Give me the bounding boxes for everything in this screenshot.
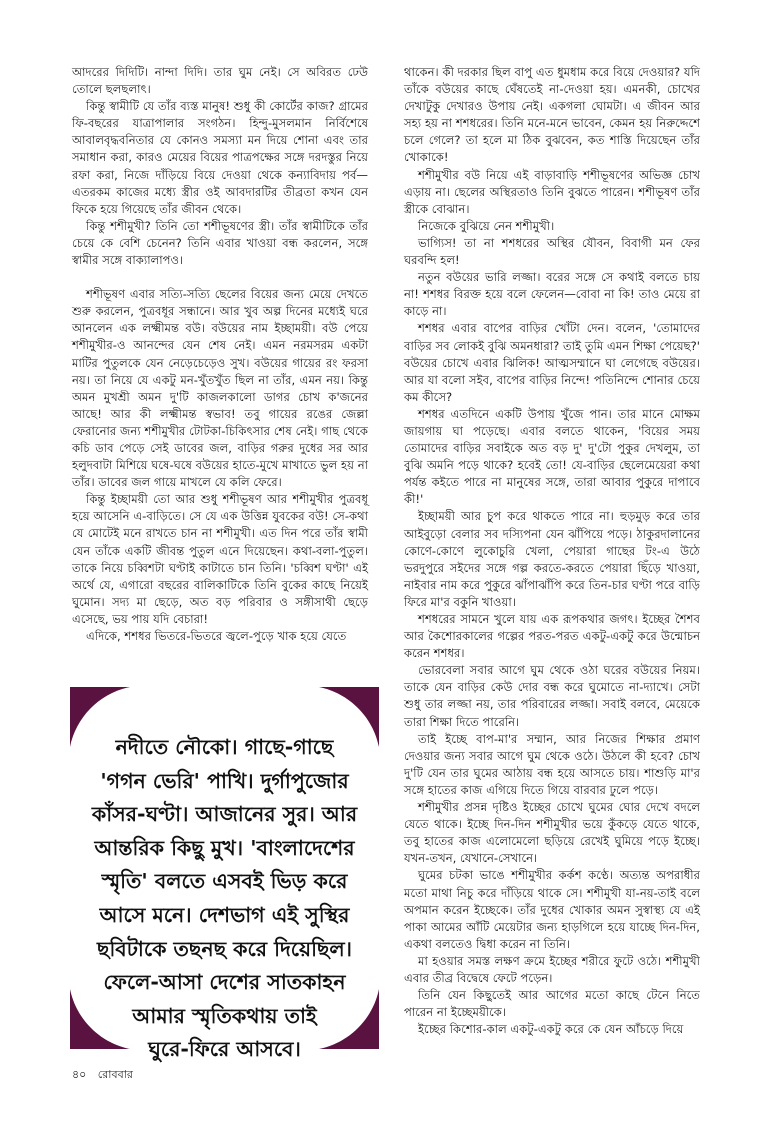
paragraph: শশীভূষণ এবার সত্যি-সত্যি ছেলের বিয়ের জন্য মেয়ে দেখতে শুরু করলেন, পুত্রবধূর সন্ধানে। আর খুব অল্প দিনের মধ্যেই ঘরে আনলেন এক লক্ষ্মীমন্ত বউ। বউয়ের নাম ইচ্ছাময়ী। বউ পেয়ে শশীমুখীর-ও আনন্দের যেন শেষ নেই। এমন নরমসরম একটা মাটির পুতুলকে যেন নেড়েচেড়েও সুখ। বউয়ের গায়ের রং ফরসা নয়। তা নিয়ে যে একটু মন-খুঁতখুঁত ছিল না তাঁর, এমন নয়। কিন্তু অমন মুখশ্রী অমন দু'টি কাজলকালো ডাগর চোখ ক'জনের আছে! আর কী লক্ষ্মীমন্ত স্বভাব! তবু গায়ের রঙের জেল্লা ফেরানোর জন্য শশীমুখীর টোটকা-চিকিৎসার শেষ নেই। গাছ থেকে কচি ডাব পেড়ে সেই ডাবের জল, বাড়ির গরুর দুধের সর আর হলুদবাটা মিশিয়ে ঘষে-ঘষে বউয়ের হাতে-মুখে মাখাতে ভুল হয় না তাঁর। ডাবের জল গায়ে মাখলে যে কলি ফেরে।	[72, 287, 368, 490]
page-footer	[72, 1066, 141, 1085]
pull-quote-line: 'গগন ভেরি' পাখি। দুর্গাপুজোর	[100, 768, 349, 793]
paragraph: তিনি যেন কিছুতেই আর আগের মতো কাছে টেনে নিতে পারেন না ইচ্ছেময়ীকে।	[404, 988, 700, 1020]
paragraph: ইচ্ছাময়ী আর চুপ করে থাকতে পারে না। হুড়মুড় করে তার আইবুড়ো বেলার সব দস্যিপনা যেন ঝাঁপিয়ে পড়ে। ঠাকুরদালানের কোণে-কোণে লুকোচুরি খেলা, পেয়ারা গাছের টং-এ উঠে ভরদুপুরে সইদের সঙ্গে গল্প করতে-করতে পেয়ারা ছিঁড়ে খাওয়া, নাইবার নাম করে পুকুরে ঝাঁপাঝাঁপি করে তিন-চার ঘণ্টা পরে বাড়ি ফিরে মা'র বকুনি খাওয়া।	[404, 509, 700, 609]
paragraph: ঘুমের চটকা ভাঙে শশীমুখীর কর্কশ কণ্ঠে। অত্যন্ত অপরাধীর মতো মাথা নিচু করে দাঁড়িয়ে থাকে সে। শশীমুখী যা-নয়-তাই বলে অপমান করেন ইচ্ছেকে। তাঁর দুধের খোকার অমন সুস্বাস্থ্য যে এই পাকা আমের আঁটি মেয়েটার জন্য হাড়গিলে হয়ে যাচ্ছে দিন-দিন, একথা বলতেও দ্বিধা করেন না তিনি।	[404, 868, 700, 951]
paragraph: শশীমুখীর প্রসন্ন দৃষ্টিও ইচ্ছের চোখে ঘুমের ঘোর দেখে বদলে যেতে থাকে। ইচ্ছে দিন-দিন শশীমুখীর ভয়ে কুঁকড়ে যেতে থাকে, তবু হাতের কাজ এলোমেলো ছড়িয়ে রেখেই ঘুমিয়ে পড়ে ইচ্ছে। যখন-তখন, যেখানে-সেখানে।	[404, 800, 700, 866]
paragraph: কিন্তু স্বামীটি যে তাঁর ব্যস্ত মানুষ! শুধু কী কোর্টের কাজ? গ্রামের ফি-বছরের যাত্রাপালার সংগঠন। হিন্দু-মুসলমান নির্বিশেষে আবালবৃদ্ধবনিতার যে কোনও সমস্যা মন দিয়ে শোনা এবং তার সমাধান করা, কারও মেয়ের বিয়ের পাত্রপক্ষের সঙ্গে দরদস্তুর নিয়ে রফা করা, নিজে দাঁড়িয়ে বিয়ে দেওয়া থেকে কন্যাবিদায় পর্ব—এতরকম কাজের মধ্যে স্ত্রীর ওই আবদারটির তীব্রতা কখন যেন ফিকে হয়ে গিয়েছে তাঁর জীবন থেকে।	[72, 99, 368, 216]
paragraph: থাকেন। কী দরকার ছিল বাপু এত ধুমধাম করে বিয়ে দেওয়ার? যদি তাঁকে বউয়ের কাছে ঘেঁষতেই না-দেওয়া হয়। এমনকী, চোখের দেখাটুকু দেখারও উপায় নেই। একগলা ঘোমটা। এ জীবন আর সহ্য হয় না শশধরের। তিনি মনে-মনে ভাবেন, কেমন হয় নিরুদ্দেশে চলে গেলে? তা হলে মা ঠিক বুঝবেন, কত শাস্তি দিয়েছেন তাঁর খোকাকে!	[404, 65, 700, 165]
pull-quote-line: নদীতে নৌকো। গাছে-গাছে	[115, 735, 334, 759]
pull-quote-line: ঘুরে-ফিরে আসবে।	[148, 1037, 301, 1062]
pull-quote-line: আসে মনে। দেশভাগ এই সুস্থির	[99, 902, 350, 927]
paragraph: কিন্তু শশীমুখী? তিনি তো শশীভূষণের স্ত্রী। তাঁর স্বামীটিকে তাঁর চেয়ে কে বেশি চেনেন? তিনি এবার খাওয়া বন্ধ করলেন, সঙ্গে স্বামীর সঙ্গে বাক্যালাপও।	[72, 218, 368, 268]
pull-quote-line: আমার স্মৃতিকথায় তাই	[132, 1003, 317, 1028]
paragraph: শশীমুখীর বউ নিয়ে এই বাড়াবাড়ি শশীভূষণের অভিজ্ঞ চোখ এড়ায় না। ছেলের অস্থিরতাও তিনি বুঝতে পারেন। শশীভূষণ তাঁর স্ত্রীকে বোঝান।	[404, 167, 700, 216]
right-text-column	[404, 64, 700, 1038]
pull-quote-line: স্মৃতি' বলতে এসবই ভিড় করে	[101, 869, 348, 894]
pull-quote-line: কাঁসর-ঘণ্টা। আজানের সুর। আর	[91, 802, 358, 827]
paragraph: শশধর এবার বাপের বাড়ির খোঁটা দেন। বলেন, 'তোমাদের বাড়ির সব লোকই বুঝি অমনধারা? তাই তুমি এমন শিক্ষা পেয়েছ?' বউয়ের চোখে এবার ঝিলিক! আত্মসম্মানে ঘা লেগেছে বউয়ের। আর যা বলো সইব, বাপের বাড়ির নিন্দে! পতিনিন্দে শোনার চেয়ে কম কীসে?	[404, 321, 700, 404]
pull-quote-line: ছবিটাকে তছনছ করে দিয়েছিল।	[97, 936, 352, 961]
paragraph: মা হওয়ার সমস্ত লক্ষণ ক্রমে ইচ্ছের শরীরে ফুটে ওঠে। শশীমুখী এবার তীব্র বিদ্বেষে ফেটে পড়েন।	[404, 953, 700, 985]
paragraph: নতুন বউয়ের ভারি লজ্জা। বরের সঙ্গে সে কথাই বলতে চায় না! শশধর বিরক্ত হয়ে বলে ফেলেন—বোবা না কি! তাও মেয়ে রা কাড়ে না।	[404, 270, 700, 319]
pull-quote-text	[84, 731, 365, 1067]
paragraph: নিজেকে বুঝিয়ে নেন শশীমুখী।	[418, 218, 555, 233]
pull-quote-line: আন্তরিক কিছু মুখ। 'বাংলাদেশের	[94, 835, 355, 860]
paragraph: ভাগ্যিস! তা না শশধরের অস্থির যৌবন, বিবাগী মন ফের ঘরবন্দি হল!	[404, 235, 700, 268]
pull-quote-box	[70, 687, 379, 1062]
pull-quote-line: ফেলে-আসা দেশের সাতকাহন	[103, 970, 346, 995]
left-text-column	[72, 64, 368, 645]
paragraph: আদরের দিদিটি। নান্দা দিদি। তার ঘুম নেই। সে অবিরত ঢেউ তোলে ছলছলাৎ।	[72, 65, 368, 97]
paragraph: ভোরবেলা সবার আগে ঘুম থেকে ওঠা ঘরের বউয়ের নিয়ম। তাকে যেন বাড়ির কেউ দোর বন্ধ করে ঘুমোতে না-দ্যাখে। সেটা শুধু তার লজ্জা নয়, তার পরিবারের লজ্জা। সবাই বলবে, মেয়েকে তারা শিক্ষা দিতে পারেনি।	[404, 663, 700, 729]
paragraph: শশধরের সামনে খুলে যায় এক রূপকথার জগৎ। ইচ্ছের শৈশব আর কৈশোরকালের গল্পের পরত-পরত একটু-একটু করে উন্মোচন করেন শশধর।	[404, 612, 700, 661]
magazine-name: রোববার	[97, 1068, 133, 1081]
paragraph: ইচ্ছের কিশোর-কাল একটু-একটু করে কে যেন আঁচড়ে দিয়ে	[418, 1022, 684, 1037]
paragraph: এদিকে, শশধর ভিতরে-ভিতরে জ্বলে-পুড়ে খাক হয়ে যেতে	[86, 629, 347, 643]
paragraph: তাই ইচ্ছে বাপ-মা'র সম্মান, আর নিজের শিক্ষার প্রমাণ দেওয়ার জন্য সবার আগে ঘুম থেকে ওঠে। উঠলে কী হবে? চোখ দু'টি যেন তার ঘুমের আঠায় বন্ধ হয়ে আসতে চায়। শাশুড়ি মা'র সঙ্গে হাতের কাজ এগিয়ে দিতে গিয়ে বারবার ঢুলে পড়ে।	[404, 731, 700, 797]
paragraph: কিন্তু ইচ্ছাময়ী তো আর শুধু শশীভূষণ আর শশীমুখীর পুত্রবধূ হয়ে আসেনি এ-বাড়িতে। সে যে এক উত্তিন্ন যুবকের বউ! সে-কথা যে মোটেই মনে রাখতে চান না শশীমুখী। এত দিন পরে তাঁর স্বামী যেন তাঁকে একটি জীবন্ত পুতুল এনে দিয়েছেন। কথা-বলা-পুতুল। তাকে নিয়ে চব্বিশটা ঘণ্টাই কাটাতে চান তিনি। 'চব্বিশ ঘণ্টা' এই অর্থে যে, এগারো বছরের বালিকাটিকে তিনি বুকের কাছে নিয়েই ঘুমোন। সদ্য মা ছেড়ে, অত বড় পরিবার ও সঙ্গীসাথী ছেড়ে এসেছে, ভয় পায় যদি বেচারা!	[72, 492, 368, 626]
page-number: ৪০	[72, 1068, 87, 1081]
paragraph: শশধর এতদিনে একটি উপায় খুঁজে পান। তার মানে মোক্ষম জায়গায় ঘা পড়েছে। এবার বলতে থাকেন, 'বিয়ের সময় তোমাদের বাড়ির সবাইকে অত বড় দু' দু'টো পুকুর দেখলুম, তা বুঝি অমনি পড়ে থাকে? হবেই তো! যে-বাড়ির ছেলেমেয়েরা কথা পর্যন্ত কইতে পারে না মানুষের সঙ্গে, তারা আবার পুকুরে দাপাবে কী!'	[404, 406, 700, 507]
